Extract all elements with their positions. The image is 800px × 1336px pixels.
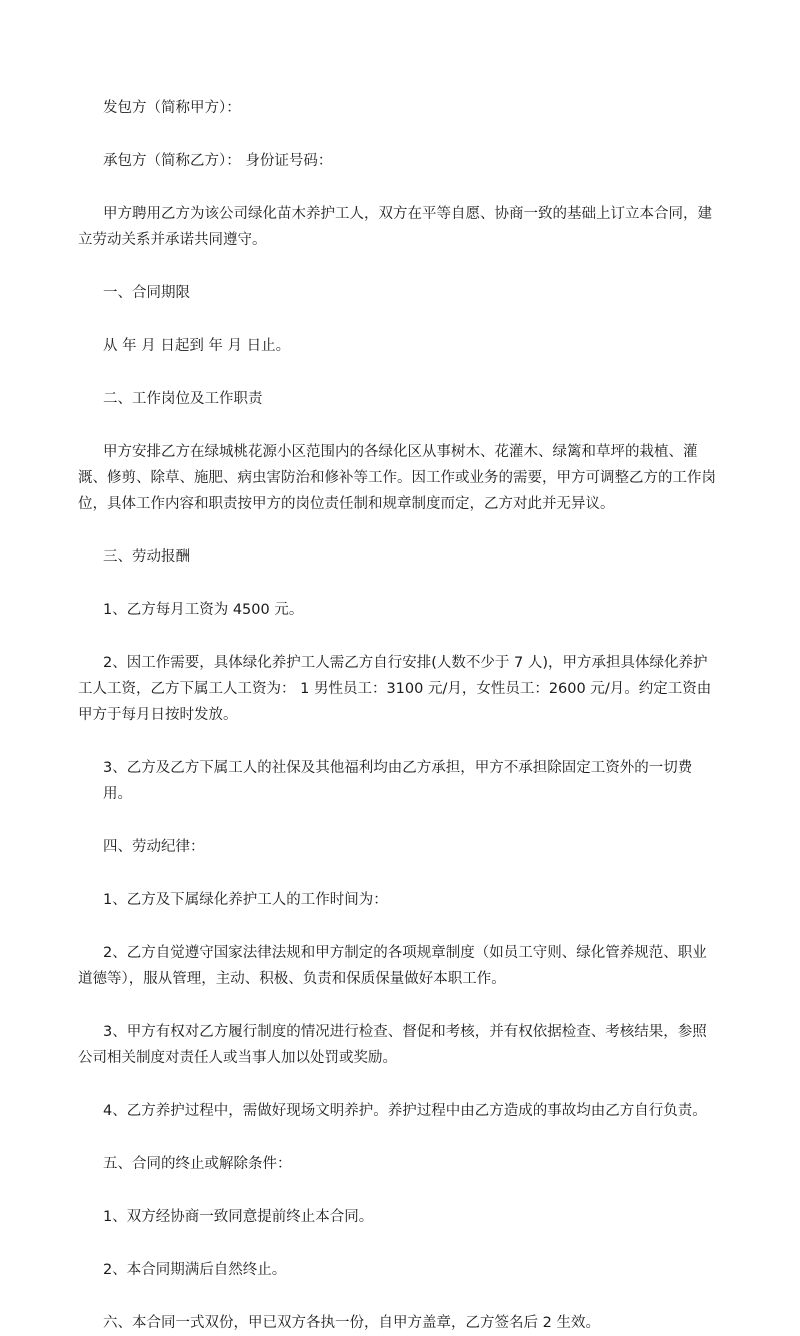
discipline-item-1: 1、乙方及下属绿化养护工人的工作时间为： [103, 892, 388, 908]
section-4-heading: 四、劳动纪律： [103, 839, 205, 855]
contract-document [78, 95, 721, 1336]
salary-item-2: 2、因工作需要，具体绿化养护工人需乙方自行安排(人数不少于 7 人)，甲方承担具体绿化养护工人工资，乙方下属工人工资为： 1 男性员工：3100 元/月，女性员工：2600 元/月。约定工资由甲方于每月日按时发放。 [78, 655, 712, 723]
party-a-line: 发包方（简称甲方）： [103, 100, 241, 116]
discipline-item-4: 4、乙方养护过程中，需做好现场文明养护。养护过程中由乙方造成的事故均由乙方自行负责。 [103, 1103, 707, 1119]
termination-item-2: 2、本合同期满后自然终止。 [103, 1262, 287, 1278]
section-3-heading: 三、劳动报酬 [103, 549, 190, 565]
party-b-line: 承包方（简称乙方）： 身份证号码： [103, 153, 333, 169]
salary-item-3: 3、乙方及乙方下属工人的社保及其他福利均由乙方承担，甲方不承担除固定工资外的一切费用。 [103, 760, 693, 802]
termination-item-1: 1、双方经协商一致同意提前终止本合同。 [103, 1209, 374, 1225]
section-6-line: 六、本合同一式双份，甲已双方各执一份，自甲方盖章，乙方签名后 2 生效。 [103, 1315, 600, 1331]
section-1-heading: 一、合同期限 [103, 285, 190, 301]
salary-item-1: 1、乙方每月工资为 4500 元。 [103, 602, 304, 618]
duties-paragraph: 甲方安排乙方在绿城桃花源小区范围内的各绿化区从事树木、花灌木、绿篱和草坪的栽植、灌溉、修剪、除草、施肥、病虫害防治和修补等工作。因工作或业务的需要，甲方可调整乙方的工作岗位，具体工作内容和职责按甲方的岗位责任制和规章制度而定，乙方对此并无异议。 [78, 444, 716, 512]
intro-paragraph: 甲方聘用乙方为该公司绿化苗木养护工人，双方在平等自愿、协商一致的基础上订立本合同，建立劳动关系并承诺共同遵守。 [78, 206, 712, 248]
discipline-item-3: 3、甲方有权对乙方履行制度的情况进行检查、督促和考核，并有权依据检查、考核结果，参照公司相关制度对责任人或当事人加以处罚或奖励。 [78, 1024, 707, 1066]
contract-period-line: 从 年 月 日起到 年 月 日止。 [103, 338, 291, 354]
section-5-heading: 五、合同的终止或解除条件： [103, 1156, 292, 1172]
discipline-item-2: 2、乙方自觉遵守国家法律法规和甲方制定的各项规章制度（如员工守则、绿化管养规范、职业道德等），服从管理，主动、积极、负责和保质保量做好本职工作。 [78, 945, 707, 987]
section-2-heading: 二、工作岗位及工作职责 [103, 391, 263, 407]
